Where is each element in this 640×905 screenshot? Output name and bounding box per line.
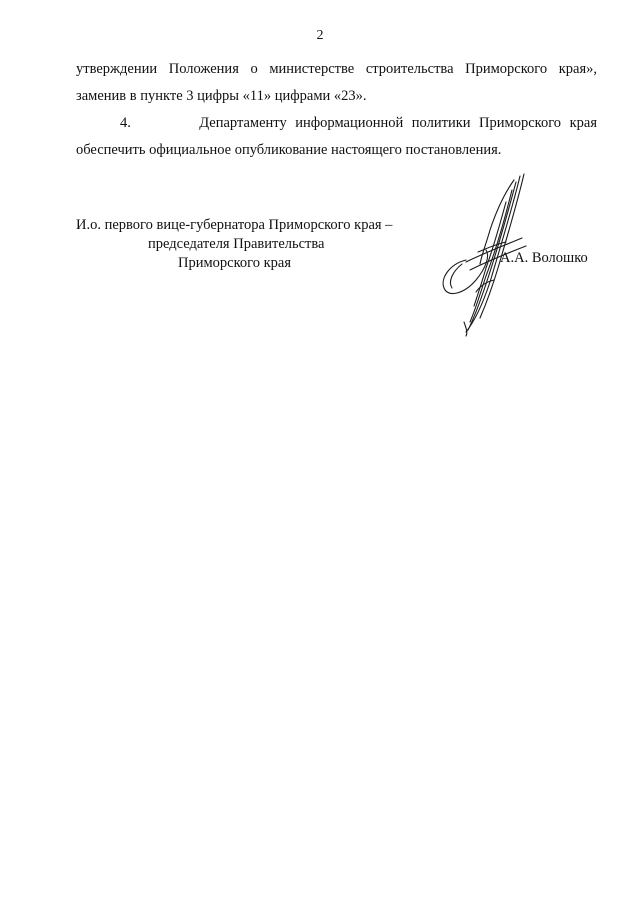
position-line-2: председателя Правительства [148, 236, 325, 252]
page-number: 2 [316, 28, 324, 43]
position-line-1: И.о. первого вице-губернатора Приморского края – [76, 217, 393, 233]
paragraph-1-line-1: утверждении Положения о министерстве строительства Приморского края», [76, 61, 597, 77]
position-line-3: Приморского края [178, 255, 292, 271]
signatory-position [76, 216, 436, 273]
document-body [76, 56, 597, 164]
signer-name: А.А. Волошко [500, 250, 588, 266]
paragraph-2-line-1: 4. Департаменту информационной политики Приморского края [120, 115, 597, 131]
paragraph-1-line-2: заменив в пункте 3 цифры «11» цифрами «23». [76, 88, 367, 104]
paragraph-2-line-2: обеспечить официальное опубликование настоящего постановления. [76, 142, 502, 158]
